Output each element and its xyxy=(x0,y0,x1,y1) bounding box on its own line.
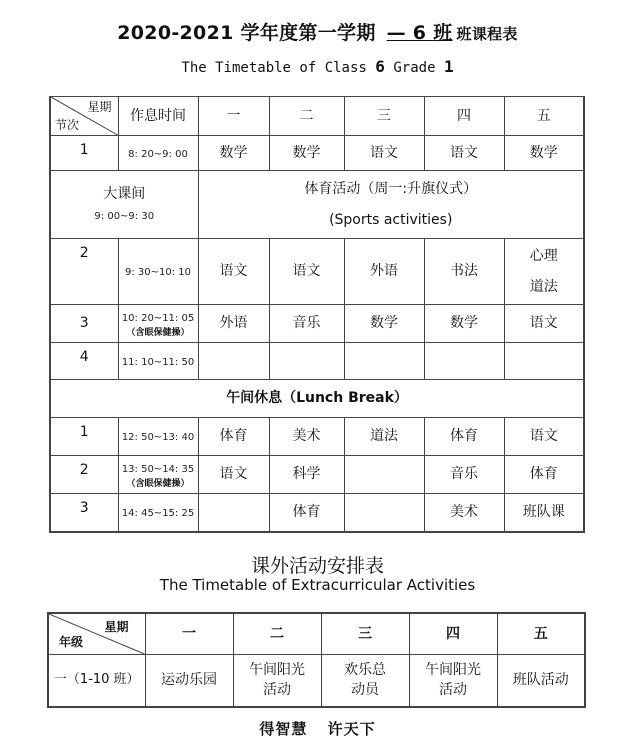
big-break-row xyxy=(50,171,584,239)
lunch-break-row xyxy=(50,380,584,418)
time-cell xyxy=(118,305,198,343)
eye-exercise-note: （含眼保健操） xyxy=(126,327,190,338)
time-cell xyxy=(118,343,198,380)
class-cell: 语文 xyxy=(504,418,584,456)
activity-line-1: 运动乐园 xyxy=(161,672,217,689)
subtitle-prefix: The Timetable of Class xyxy=(181,60,367,76)
time-cell xyxy=(118,136,198,171)
corner-weekday-label: 星期 xyxy=(87,100,112,114)
class-cell xyxy=(424,343,504,380)
table-row xyxy=(50,305,584,343)
class-cell: 语文 xyxy=(504,305,584,343)
big-break-label: 大课间 xyxy=(103,186,146,203)
activity-cell xyxy=(233,655,321,707)
activity-cell xyxy=(321,655,409,707)
class-line-2: 道法 xyxy=(529,278,558,295)
class-cell: 班队课 xyxy=(504,494,584,532)
extracurricular-subtitle: The Timetable of Extracurricular Activities xyxy=(159,576,476,594)
corner-cell xyxy=(48,613,145,655)
title-main: 2020-2021 学年度第一学期 xyxy=(117,22,376,44)
big-break-activity-en: (Sports activities) xyxy=(329,211,453,228)
activity-line-2: 动员 xyxy=(351,682,379,699)
class-cell: 道法 xyxy=(344,418,424,456)
day-header: 三 xyxy=(344,97,424,136)
table-row xyxy=(50,136,584,171)
day-header: 二 xyxy=(233,613,321,655)
class-cell: 数学 xyxy=(269,136,344,171)
period-number: 3 xyxy=(50,494,118,532)
title-class: — 6 班 xyxy=(386,22,453,44)
class-cell-double xyxy=(504,239,584,305)
time-text: 11: 10~11: 50 xyxy=(121,356,195,368)
class-cell: 语文 xyxy=(344,136,424,171)
activity-line-2: 活动 xyxy=(263,682,291,699)
table-row xyxy=(50,343,584,380)
day-header: 四 xyxy=(424,97,504,136)
day-header: 五 xyxy=(504,97,584,136)
extracurricular-header-row xyxy=(48,613,585,655)
time-header: 作息时间 xyxy=(118,97,198,136)
period-number: 3 xyxy=(50,305,118,343)
class-cell xyxy=(198,494,269,532)
table-row xyxy=(50,456,584,494)
class-cell: 语文 xyxy=(269,239,344,305)
activity-line-1: 午间阳光 xyxy=(249,661,305,678)
corner-weekday-label: 星期 xyxy=(104,620,129,634)
class-cell: 美术 xyxy=(269,418,344,456)
corner-grade-label: 年级 xyxy=(59,634,84,649)
activity-line-2: 活动 xyxy=(439,682,467,699)
big-break-time: 9: 00~9: 30 xyxy=(94,210,155,222)
class-cell: 数学 xyxy=(198,136,269,171)
class-cell: 科学 xyxy=(269,456,344,494)
activity-line-1: 欢乐总 xyxy=(344,661,386,678)
time-text: 12: 50~13: 40 xyxy=(121,432,195,444)
day-header: 四 xyxy=(409,613,497,655)
class-cell xyxy=(344,343,424,380)
period-number: 2 xyxy=(50,239,118,305)
table-row xyxy=(50,418,584,456)
period-number: 1 xyxy=(50,418,118,456)
subtitle-class-num: 6 xyxy=(375,57,385,76)
page-title xyxy=(0,18,635,45)
class-cell xyxy=(344,494,424,532)
big-break-cell xyxy=(50,171,198,239)
class-cell: 数学 xyxy=(344,305,424,343)
time-text: 9: 30~10: 10 xyxy=(124,267,191,279)
class-cell: 外语 xyxy=(344,239,424,305)
class-cell: 书法 xyxy=(424,239,504,305)
timetable-header-row xyxy=(50,97,584,136)
time-text: 13: 50~14: 35 xyxy=(121,463,195,475)
class-cell: 体育 xyxy=(269,494,344,532)
day-header: 一 xyxy=(145,613,233,655)
time-cell xyxy=(118,494,198,532)
time-text: 10: 20~11: 05 xyxy=(121,312,195,324)
class-cell: 数学 xyxy=(504,136,584,171)
class-cell: 语文 xyxy=(198,239,269,305)
extracurricular-title: 课外活动安排表 xyxy=(250,555,384,577)
time-cell xyxy=(118,418,198,456)
class-cell xyxy=(198,343,269,380)
day-header: 二 xyxy=(269,97,344,136)
class-cell xyxy=(344,456,424,494)
activity-cell xyxy=(409,655,497,707)
page-subtitle xyxy=(0,57,635,76)
day-header: 五 xyxy=(497,613,585,655)
class-cell: 体育 xyxy=(424,418,504,456)
activity-cell xyxy=(145,655,233,707)
time-text: 8: 20~9: 00 xyxy=(128,148,188,160)
table-row xyxy=(48,655,585,707)
extracurricular-table xyxy=(47,612,586,708)
class-cell xyxy=(504,343,584,380)
eye-exercise-note: （含眼保健操） xyxy=(126,478,190,489)
time-cell xyxy=(118,239,198,305)
class-cell: 体育 xyxy=(198,418,269,456)
class-cell: 外语 xyxy=(198,305,269,343)
time-cell xyxy=(118,456,198,494)
big-break-activity-cell xyxy=(198,171,584,239)
class-cell: 美术 xyxy=(424,494,504,532)
period-number: 2 xyxy=(50,456,118,494)
day-header: 一 xyxy=(198,97,269,136)
class-cell: 音乐 xyxy=(424,456,504,494)
period-number: 4 xyxy=(50,343,118,380)
class-cell: 体育 xyxy=(504,456,584,494)
class-line-1: 心理 xyxy=(529,247,558,264)
class-cell xyxy=(269,343,344,380)
activity-line-1: 午间阳光 xyxy=(425,661,481,678)
big-break-activity: 体育活动（周一:升旗仪式） xyxy=(304,180,478,197)
title-suffix: 班课程表 xyxy=(456,25,518,43)
corner-period-label: 节次 xyxy=(55,117,80,132)
day-header: 三 xyxy=(321,613,409,655)
class-cell: 数学 xyxy=(424,305,504,343)
activity-cell xyxy=(497,655,585,707)
school-motto: 得智慧 许天下 xyxy=(259,720,376,738)
class-timetable xyxy=(49,96,585,533)
period-number: 1 xyxy=(50,136,118,171)
subtitle-mid: Grade xyxy=(393,60,436,76)
class-cell: 语文 xyxy=(424,136,504,171)
class-cell: 音乐 xyxy=(269,305,344,343)
activity-line-1: 班队活动 xyxy=(512,672,569,689)
subtitle-grade-num: 1 xyxy=(443,57,454,76)
lunch-break-cell: 午间休息（Lunch Break） xyxy=(50,380,584,418)
grade-label: 一（1-10 班） xyxy=(48,655,145,707)
corner-cell xyxy=(50,97,118,136)
table-row xyxy=(50,494,584,532)
class-cell: 语文 xyxy=(198,456,269,494)
time-text: 14: 45~15: 25 xyxy=(121,507,195,519)
table-row xyxy=(50,239,584,305)
